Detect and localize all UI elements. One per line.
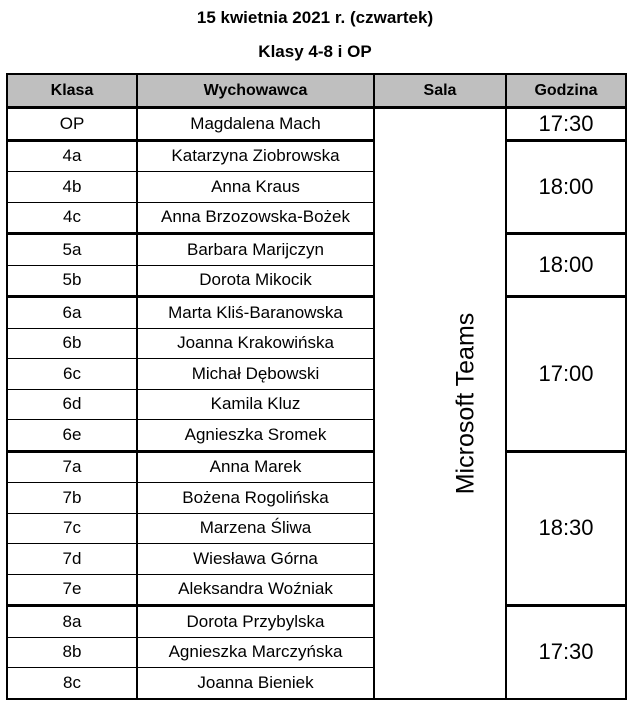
teacher-cell: Michał Dębowski <box>137 359 374 390</box>
schedule-body <box>7 108 626 699</box>
teacher-cell: Anna Brzozowska-Bożek <box>137 202 374 234</box>
column-header-sala: Sala <box>374 74 506 108</box>
time-cell: 18:00 <box>506 234 626 297</box>
page-title: 15 kwietnia 2021 r. (czwartek) <box>196 8 434 27</box>
table-row <box>7 606 626 638</box>
class-cell: 5a <box>7 234 137 266</box>
teacher-cell: Dorota Przybylska <box>137 606 374 638</box>
class-cell: 8c <box>7 668 137 699</box>
teacher-cell: Anna Kraus <box>137 172 374 203</box>
table-row <box>7 297 626 329</box>
time-cell: 17:00 <box>506 297 626 452</box>
table-row <box>7 234 626 266</box>
table-row <box>7 451 626 483</box>
class-cell: 7d <box>7 544 137 575</box>
teacher-cell: Aleksandra Woźniak <box>137 574 374 606</box>
class-cell: 6b <box>7 328 137 359</box>
page-subtitle: Klasy 4-8 i OP <box>258 42 372 61</box>
time-cell: 17:30 <box>506 606 626 699</box>
teacher-cell: Bożena Rogolińska <box>137 483 374 514</box>
class-cell: 6c <box>7 359 137 390</box>
table-row <box>7 108 626 141</box>
teacher-cell: Marzena Śliwa <box>137 513 374 544</box>
column-header-wychowawca: Wychowawca <box>137 74 374 108</box>
class-cell: OP <box>7 108 137 141</box>
class-cell: 7c <box>7 513 137 544</box>
class-cell: 7b <box>7 483 137 514</box>
class-cell: 6d <box>7 389 137 420</box>
teacher-cell: Joanna Krakowińska <box>137 328 374 359</box>
time-cell: 17:30 <box>506 108 626 141</box>
header-row <box>7 74 626 108</box>
class-cell: 6e <box>7 420 137 452</box>
teacher-cell: Dorota Mikocik <box>137 265 374 297</box>
schedule-table <box>6 73 627 700</box>
class-cell: 6a <box>7 297 137 329</box>
time-cell: 18:00 <box>506 140 626 234</box>
teacher-cell: Joanna Bieniek <box>137 668 374 699</box>
class-cell: 8b <box>7 637 137 668</box>
class-cell: 5b <box>7 265 137 297</box>
teacher-cell: Wiesława Górna <box>137 544 374 575</box>
class-cell: 8a <box>7 606 137 638</box>
column-header-godzina: Godzina <box>506 74 626 108</box>
teacher-cell: Anna Marek <box>137 451 374 483</box>
teacher-cell: Marta Kliś-Baranowska <box>137 297 374 329</box>
room-cell <box>374 108 506 699</box>
column-header-klasa: Klasa <box>7 74 137 108</box>
teacher-cell: Kamila Kluz <box>137 389 374 420</box>
teacher-cell: Katarzyna Ziobrowska <box>137 140 374 172</box>
class-cell: 7e <box>7 574 137 606</box>
teacher-cell: Barbara Marijczyn <box>137 234 374 266</box>
teacher-cell: Agnieszka Sromek <box>137 420 374 452</box>
class-cell: 4c <box>7 202 137 234</box>
teacher-cell: Magdalena Mach <box>137 108 374 141</box>
class-cell: 4b <box>7 172 137 203</box>
time-cell: 18:30 <box>506 451 626 606</box>
class-cell: 4a <box>7 140 137 172</box>
class-cell: 7a <box>7 451 137 483</box>
table-row <box>7 140 626 172</box>
room-label: Microsoft Teams <box>451 312 480 495</box>
teacher-cell: Agnieszka Marczyńska <box>137 637 374 668</box>
